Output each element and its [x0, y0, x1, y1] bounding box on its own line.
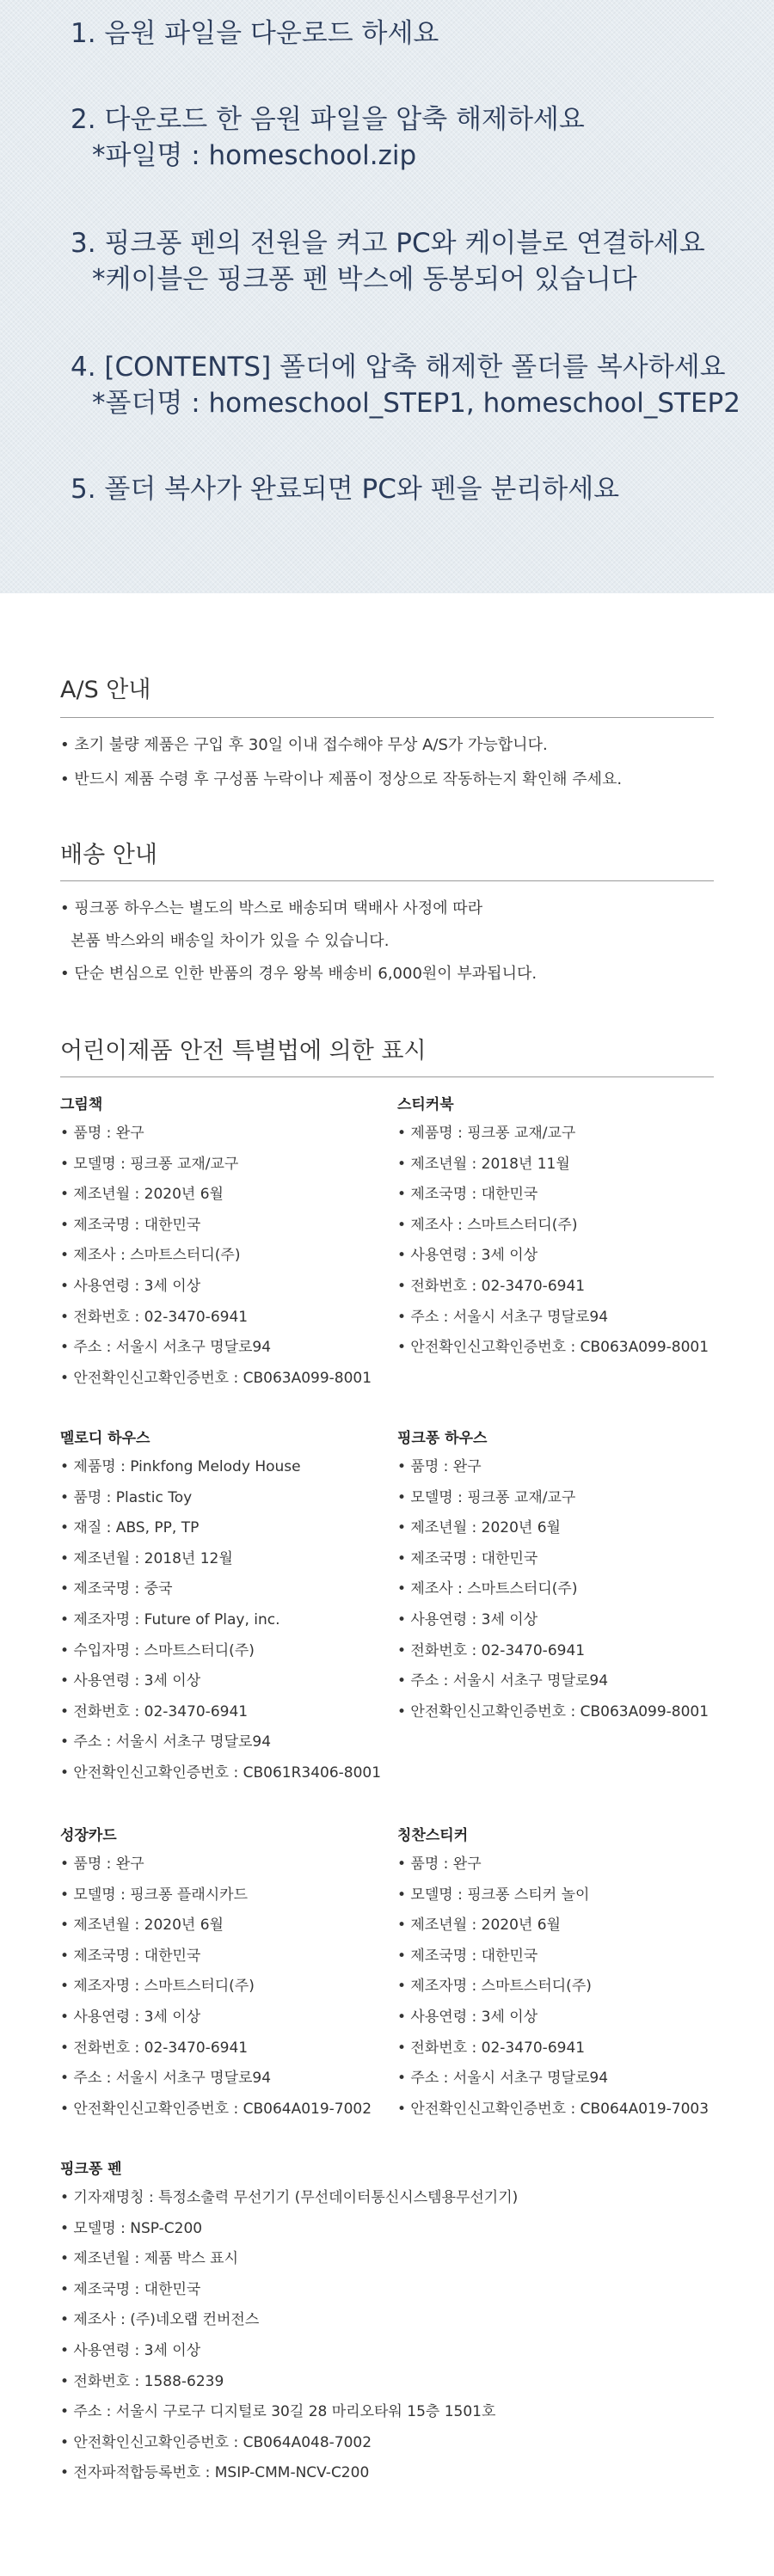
product-title: 성장카드	[60, 1827, 117, 1844]
shipping-title: 배송 안내	[60, 842, 157, 868]
product-info-item: • 품명 : 완구	[60, 1125, 144, 1142]
product-block-praise-sticker	[397, 1826, 741, 2131]
product-block-pinkfong-house	[397, 1429, 741, 1733]
instructions-panel	[0, 0, 774, 593]
product-info-item: • 사용연령 : 3세 이상	[60, 1277, 201, 1295]
product-info-item: • 주소 : 서울시 서초구 명달로94	[397, 1308, 609, 1326]
shipping-line: • 핑크퐁 하우스는 별도의 박스로 배송되며 택배사 사정에 따라	[60, 899, 483, 917]
product-info-item: • 안전확인신고확인증번호 : CB064A019-7003	[397, 2100, 710, 2118]
product-info-item: • 모델명 : 핑크퐁 스티커 놀이	[397, 1886, 590, 1904]
product-info-item: • 전화번호 : 1588-6239	[60, 2372, 224, 2390]
product-info-item: • 안전확인신고확인증번호 : CB064A048-7002	[60, 2433, 372, 2451]
step-text: 4. [CONTENTS] 폴더에 압축 해제한 폴더를 복사하세요	[71, 352, 726, 383]
product-info-item: • 주소 : 서울시 서초구 명달로94	[60, 1733, 272, 1751]
product-info-item: • 재질 : ABS, PP, TP	[60, 1519, 200, 1537]
product-info-item: • 모델명 : 핑크퐁 교재/교구	[397, 1488, 576, 1506]
product-info-item: • 품명 : 완구	[60, 1855, 144, 1873]
shipping-line: 본품 박스와의 배송일 차이가 있을 수 있습니다.	[71, 932, 390, 950]
product-info-item: • 사용연령 : 3세 이상	[60, 2008, 201, 2026]
product-info-item: • 전화번호 : 02-3470-6941	[60, 2039, 249, 2057]
product-info-item: • 제조국명 : 중국	[60, 1580, 173, 1598]
product-info-item: • 제조사 : 스마트스터디(주)	[60, 1247, 241, 1265]
step-note: *케이블은 핑크퐁 펜 박스에 동봉되어 있습니다	[92, 264, 637, 295]
product-info-item: • 안전확인신고확인증번호 : CB063A099-8001	[60, 1369, 372, 1387]
product-info-item: • 주소 : 서울시 서초구 명달로94	[60, 1339, 272, 1357]
product-info-item: • 품명 : 완구	[397, 1855, 482, 1873]
product-info-item: • 주소 : 서울시 서초구 명달로94	[397, 2070, 609, 2088]
product-info-item: • 주소 : 서울시 서초구 명달로94	[397, 1672, 609, 1690]
product-info-item: • 제조년월 : 2020년 6월	[397, 1519, 561, 1537]
product-info-item: • 제조사 : (주)네오랩 컨버전스	[60, 2311, 260, 2329]
product-info-item: • 품명 : 완구	[397, 1458, 482, 1475]
step-1	[71, 15, 439, 52]
product-info-item: • 제조년월 : 2018년 12월	[60, 1549, 233, 1567]
product-info-item: • 전화번호 : 02-3470-6941	[397, 1641, 586, 1659]
product-info-item: • 모델명 : NSP-C200	[60, 2219, 203, 2237]
product-title: 스티커북	[397, 1096, 454, 1113]
product-info-item: • 품명 : Plastic Toy	[60, 1488, 193, 1506]
as-line: • 반드시 제품 수령 후 구성품 누락이나 제품이 정상으로 작동하는지 확인해 주세요.	[60, 770, 623, 788]
product-info-item: • 모델명 : 핑크퐁 교재/교구	[60, 1155, 239, 1173]
product-info-item: • 제조년월 : 제품 박스 표시	[60, 2250, 238, 2268]
product-info-item: • 제조자명 : 스마트스터디(주)	[397, 1978, 592, 1996]
product-info-item: • 제조년월 : 2020년 6월	[60, 1917, 224, 1935]
product-info-item: • 제조국명 : 대한민국	[397, 1186, 538, 1204]
step-5	[71, 471, 619, 507]
step-2	[71, 101, 585, 174]
product-info-item: • 기자재명칭 : 특정소출력 무선기기 (무선데이터통신시스템용무선기기)	[60, 2189, 519, 2206]
product-info-item: • 모델명 : 핑크퐁 플래시카드	[60, 1886, 249, 1904]
product-block-melody-house	[60, 1429, 404, 1795]
product-info-item: • 전화번호 : 02-3470-6941	[60, 1702, 249, 1720]
product-info-item: • 제조년월 : 2020년 6월	[397, 1917, 561, 1935]
product-info-item: • 사용연령 : 3세 이상	[60, 1672, 201, 1690]
product-info-item: • 제조사 : 스마트스터디(주)	[397, 1216, 578, 1234]
product-title: 멜로디 하우스	[60, 1430, 150, 1447]
product-info-item: • 제조국명 : 대한민국	[60, 1947, 201, 1965]
product-info-item: • 주소 : 서울시 구로구 디지털로 30길 28 마리오타워 15층 1501호	[60, 2403, 496, 2421]
info-section	[0, 593, 774, 2576]
step-note: *파일명 : homeschool.zip	[92, 140, 417, 171]
product-info-item: • 제품명 : 핑크퐁 교재/교구	[397, 1125, 576, 1142]
product-info-item: • 전화번호 : 02-3470-6941	[60, 1308, 249, 1326]
product-title: 핑크퐁 펜	[60, 2161, 122, 2178]
step-text: 5. 폴더 복사가 완료되면 PC와 펜을 분리하세요	[71, 474, 620, 505]
product-info-item: • 사용연령 : 3세 이상	[397, 1610, 538, 1628]
product-info-item: • 안전확인신고확인증번호 : CB063A099-8001	[397, 1702, 710, 1720]
safety-title: 어린이제품 안전 특별법에 의한 표시	[60, 1038, 427, 1064]
product-title: 그림책	[60, 1096, 103, 1113]
step-text: 2. 다운로드 한 음원 파일을 압축 해제하세요	[71, 104, 585, 135]
product-info-item: • 제조자명 : Future of Play, inc.	[60, 1610, 280, 1628]
product-info-item: • 제조국명 : 대한민국	[397, 1549, 538, 1567]
product-info-item: • 사용연령 : 3세 이상	[397, 1247, 538, 1265]
product-info-item: • 사용연령 : 3세 이상	[397, 2008, 538, 2026]
product-info-item: • 제조사 : 스마트스터디(주)	[397, 1580, 578, 1598]
product-info-item: • 제품명 : Pinkfong Melody House	[60, 1458, 301, 1475]
shipping-line: • 단순 변심으로 인한 반품의 경우 왕복 배송비 6,000원이 부과됩니다.	[60, 965, 538, 983]
product-info-item: • 제조년월 : 2018년 11월	[397, 1155, 570, 1173]
product-info-item: • 제조국명 : 대한민국	[397, 1947, 538, 1965]
product-info-item: • 수입자명 : 스마트스터디(주)	[60, 1641, 255, 1659]
product-info-item: • 사용연령 : 3세 이상	[60, 2341, 201, 2359]
product-block-growth-card	[60, 1826, 404, 2131]
product-info-item: • 전화번호 : 02-3470-6941	[397, 1277, 586, 1295]
product-block-picture-book	[60, 1095, 404, 1400]
product-info-item: • 안전확인신고확인증번호 : CB063A099-8001	[397, 1339, 710, 1357]
product-info-item: • 제조국명 : 대한민국	[60, 1216, 201, 1234]
as-line: • 초기 불량 제품은 구입 후 30일 이내 접수해야 무상 A/S가 가능합니다.	[60, 736, 548, 754]
product-block-pinkfong-pen	[60, 2160, 714, 2495]
step-4	[71, 349, 740, 421]
step-note: *폴더명 : homeschool_STEP1, homeschool_STEP2	[92, 388, 740, 419]
product-info-item: • 제조자명 : 스마트스터디(주)	[60, 1978, 255, 1996]
product-info-item: • 제조년월 : 2020년 6월	[60, 1186, 224, 1204]
product-info-item: • 안전확인신고확인증번호 : CB061R3406-8001	[60, 1763, 382, 1782]
product-block-sticker-book	[397, 1095, 741, 1370]
product-info-item: • 주소 : 서울시 서초구 명달로94	[60, 2070, 272, 2088]
shipping-divider	[60, 880, 714, 881]
step-text: 1. 음원 파일을 다운로드 하세요	[71, 18, 439, 49]
step-3	[71, 225, 705, 297]
product-title: 칭찬스티커	[397, 1827, 469, 1844]
step-text: 3. 핑크퐁 펜의 전원을 켜고 PC와 케이블로 연결하세요	[71, 228, 705, 259]
product-info-item: • 제조국명 : 대한민국	[60, 2280, 201, 2298]
product-info-item: • 안전확인신고확인증번호 : CB064A019-7002	[60, 2100, 372, 2118]
as-divider	[60, 717, 714, 718]
safety-divider	[60, 1076, 714, 1077]
product-info-item: • 전자파적합등록번호 : MSIP-CMM-NCV-C200	[60, 2464, 370, 2482]
as-title: A/S 안내	[60, 677, 151, 703]
product-info-item: • 전화번호 : 02-3470-6941	[397, 2039, 586, 2057]
product-title: 핑크퐁 하우스	[397, 1430, 488, 1447]
